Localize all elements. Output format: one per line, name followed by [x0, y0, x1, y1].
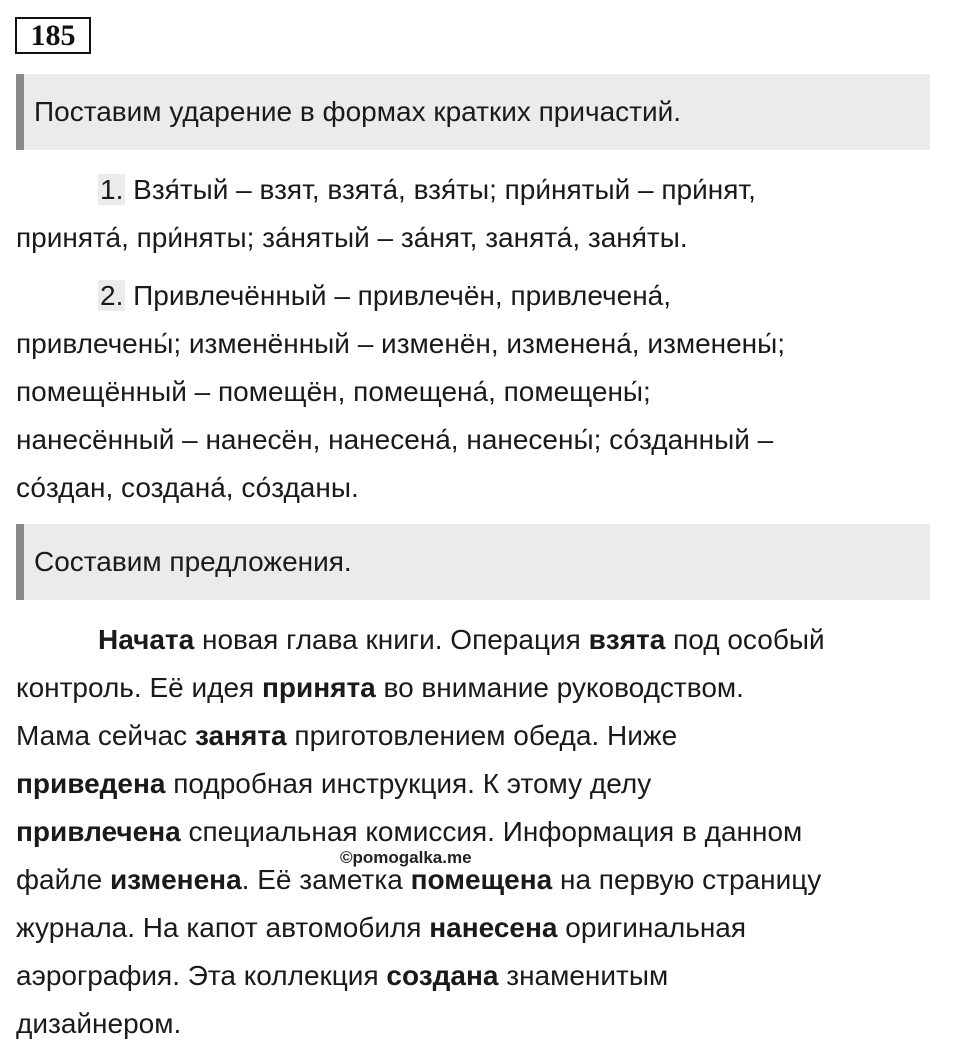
sentence-text: аэрография. Эта коллекция — [16, 960, 387, 991]
participle-bold: занята — [194, 720, 287, 751]
sentence-text: оригинальная — [557, 912, 747, 943]
participle-bold: помещена — [410, 864, 553, 895]
participle-bold: Начата — [98, 624, 195, 655]
sentence-line-9 — [16, 1000, 936, 1048]
answer-item-1 — [16, 166, 936, 262]
line-text: Привлечённый – привлечён, привлечена́, — [133, 280, 672, 311]
participle-bold: создана — [386, 960, 499, 991]
participle-bold: изменена — [109, 864, 242, 895]
sentence-line-4 — [16, 760, 936, 808]
sentence-text: приготовлением обеда. Ниже — [286, 720, 678, 751]
sentence-line-2 — [16, 664, 936, 712]
sentence-text: под особый — [665, 624, 825, 655]
sentence-text: знаменитым — [498, 960, 669, 991]
item-marker-2: 2. — [100, 280, 124, 311]
line-text: Взя́тый – взят, взята́, взя́ты; при́нятый – при́нят, — [133, 174, 756, 205]
answer-item-1-line-1 — [16, 166, 936, 214]
sentence-text: журнала. На капот автомобиля — [16, 912, 430, 943]
answer-item-2-line-5: со́здан, создана́, со́зданы. — [16, 472, 359, 503]
answer-item-2-line-3: помещённый – помещён, помещена́, помещены́; — [16, 376, 651, 407]
sentence-text: . Её заметка — [241, 864, 411, 895]
section-heading-stress: Поставим ударение в формах кратких причастий. — [16, 74, 930, 150]
watermark: ©pomogalka.me — [340, 848, 472, 867]
sentence-text: новая глава книги. Операция — [194, 624, 589, 655]
task-number: 185 — [15, 17, 91, 54]
sentence-line-7 — [16, 904, 936, 952]
participle-bold: привлечена — [16, 816, 181, 847]
sentence-text: специальная комиссия. Информация в данном — [180, 816, 803, 847]
answer-item-1-line-2: принята́, при́няты; за́нятый – за́нят, занята́, заня́ты. — [16, 222, 688, 253]
sentence-text: во внимание руководством. — [375, 672, 744, 703]
sentence-text: файле — [16, 864, 110, 895]
answer-item-2-line-1 — [16, 272, 936, 320]
sentences-paragraph — [16, 616, 936, 1048]
participle-bold: принята — [261, 672, 376, 703]
sentence-text: дизайнером. — [16, 1008, 182, 1039]
sentence-text: контроль. Её идея — [16, 672, 262, 703]
sentence-text: Мама сейчас — [16, 720, 195, 751]
sentence-text: подробная инструкция. К этому делу — [165, 768, 652, 799]
sentence-line-6 — [16, 856, 936, 904]
sentence-line-5 — [16, 808, 936, 856]
answer-item-2 — [16, 272, 936, 512]
item-marker-1: 1. — [100, 174, 124, 205]
sentence-line-3 — [16, 712, 936, 760]
answer-item-2-line-4: нанесённый – нанесён, нанесена́, нанесены́; со́зданный – — [16, 424, 774, 455]
participle-bold: взята — [588, 624, 666, 655]
participle-bold: приведена — [16, 768, 166, 799]
sentence-text: на первую страницу — [552, 864, 822, 895]
answer-item-2-line-2: привлечены́; изменённый – изменён, изменена́, изменены́; — [16, 328, 786, 359]
participle-bold: нанесена — [429, 912, 558, 943]
sentence-line-1 — [16, 616, 936, 664]
sentence-line-8 — [16, 952, 936, 1000]
section-heading-sentences: Составим предложения. — [16, 524, 930, 600]
